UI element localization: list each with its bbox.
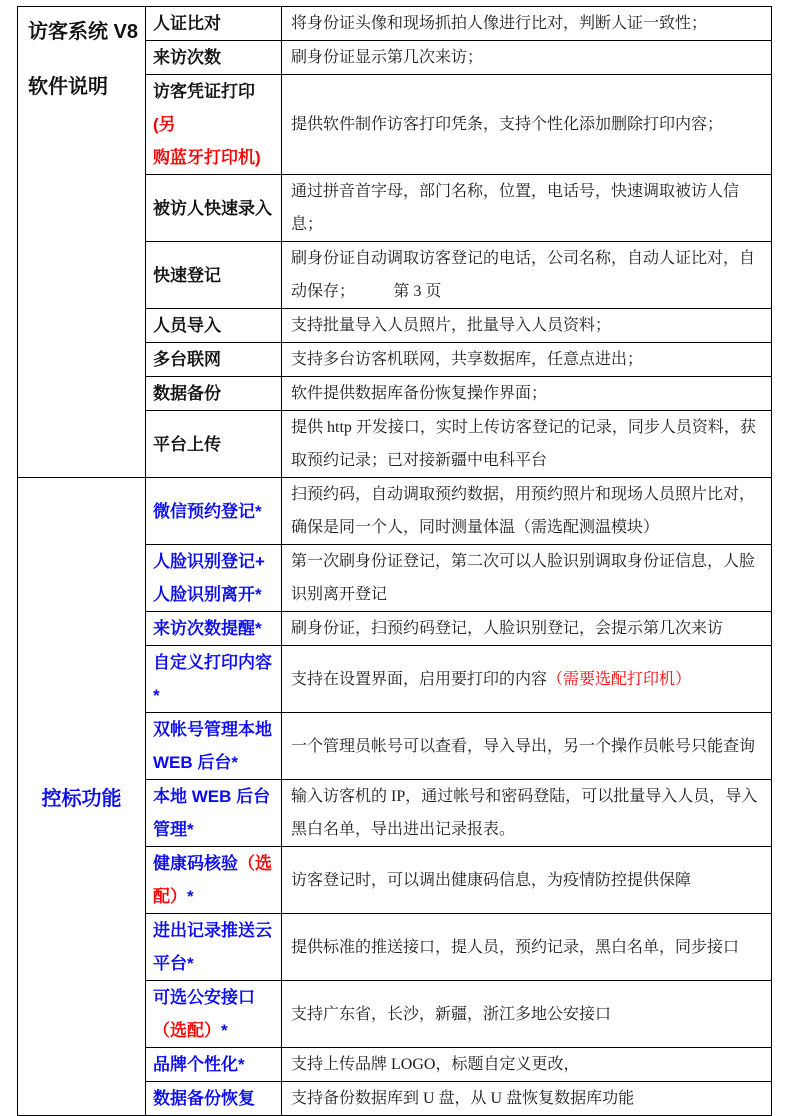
feature-name-text: 人员导入 xyxy=(153,316,221,335)
feature-name-cell xyxy=(146,847,282,913)
feature-desc xyxy=(291,411,763,477)
feature-desc xyxy=(291,931,763,964)
feature-name-cell xyxy=(146,175,282,241)
feature-name xyxy=(153,75,276,174)
feature-name-cell xyxy=(146,914,282,980)
feature-desc-cell xyxy=(282,914,771,980)
feature-desc-cell xyxy=(282,478,771,544)
feature-desc xyxy=(291,1048,763,1081)
feature-desc-text: 将身份证头像和现场抓拍人像进行比对，判断人证一致性； xyxy=(291,15,708,32)
feature-desc xyxy=(291,478,763,544)
table-row xyxy=(146,779,771,846)
feature-desc-cell xyxy=(282,713,771,779)
feature-name-cell xyxy=(146,377,282,410)
feature-name xyxy=(153,428,276,461)
feature-name-text: 人脸识别登记+ xyxy=(153,552,265,571)
feature-name-text: 本地 WEB 后台 xyxy=(153,787,271,806)
table-row xyxy=(146,1081,771,1115)
feature-name-text: * xyxy=(153,686,160,705)
feature-desc xyxy=(291,108,763,141)
feature-name-text: （选配） xyxy=(153,1021,221,1040)
table-row xyxy=(146,7,771,40)
feature-desc-cell xyxy=(282,847,771,913)
feature-name xyxy=(153,914,276,980)
feature-name-cell xyxy=(146,75,282,174)
feature-desc-text: 提供标准的推送接口，提人员，预约记录，黑白名单，同步接口 xyxy=(291,938,740,956)
feature-desc-text: 第一次刷身份证登记，第二次可以人脸识别调取身份证信息，人脸识别离开登记 xyxy=(291,553,756,603)
table-row xyxy=(146,410,771,477)
feature-desc-text: 提供软件制作访客打印凭条，支持个性化添加删除打印内容； xyxy=(291,116,724,133)
feature-name-text: (另 xyxy=(153,115,176,134)
section2-rows xyxy=(146,478,771,1115)
feature-name-text: 可选公安接口 xyxy=(153,988,255,1007)
feature-name-text: 访客凭证打印 xyxy=(153,82,255,101)
table-row xyxy=(146,846,771,913)
feature-desc xyxy=(291,612,763,645)
section2-title: 控标功能 xyxy=(41,788,122,810)
table-row xyxy=(146,712,771,779)
feature-desc xyxy=(291,7,763,40)
feature-name-cell xyxy=(146,309,282,342)
feature-name-cell xyxy=(146,545,282,611)
feature-name xyxy=(153,259,276,292)
feature-name-text: 快速登记 xyxy=(153,265,221,285)
feature-name-text: * xyxy=(187,887,194,906)
feature-name-cell xyxy=(146,478,282,544)
feature-desc-text: 第 3 页 xyxy=(393,283,442,300)
feature-name-text: 被访人快速录入 xyxy=(153,198,272,218)
feature-desc-text: 支持广东省，长沙，新疆，浙江多地公安接口 xyxy=(291,1005,612,1023)
feature-desc xyxy=(291,663,763,696)
feature-desc-cell xyxy=(282,780,771,846)
table-row xyxy=(146,308,771,342)
feature-desc-text: 输入访客机的 IP，通过帐号和密码登陆，可以批量导入人员，导入黑白名单，导出进出记录报表。 xyxy=(291,788,758,838)
feature-desc-text: 通过拼音首字母，部门名称，位置，电话号，快速调取被访人信息； xyxy=(291,183,740,233)
table-row xyxy=(146,611,771,645)
table-row xyxy=(146,1047,771,1081)
feature-desc-cell xyxy=(282,1048,771,1081)
feature-name-cell xyxy=(146,343,282,376)
feature-desc xyxy=(291,998,763,1031)
feature-name-text: 多台联网 xyxy=(153,350,221,369)
feature-name-text: 微信预约登记* xyxy=(153,501,262,521)
feature-desc-text: 刷身份证自动调取访客登记的电话，公司名称，自动人证比对，自动保存； xyxy=(291,250,756,300)
feature-name-cell xyxy=(146,242,282,308)
feature-name-cell xyxy=(146,1082,282,1115)
feature-name-text: 人证比对 xyxy=(153,14,221,33)
section1-header-cell xyxy=(18,7,146,477)
feature-name-cell xyxy=(146,780,282,846)
feature-desc xyxy=(291,1082,763,1115)
table-row xyxy=(146,174,771,241)
feature-name-text: 平台* xyxy=(153,954,194,973)
table-row xyxy=(146,478,771,544)
table-row xyxy=(146,544,771,611)
feature-name-text: 数据备份 xyxy=(153,384,221,403)
feature-name xyxy=(153,7,276,40)
feature-desc-text: 访客登记时，可以调出健康码信息，为疫情防控提供保障 xyxy=(291,871,692,889)
feature-desc xyxy=(291,343,763,376)
feature-name-cell xyxy=(146,7,282,40)
feature-name-text: 品牌个性化* xyxy=(153,1055,245,1074)
feature-desc-cell xyxy=(282,545,771,611)
feature-name xyxy=(153,612,276,645)
feature-desc-text: （需要选配打印机） xyxy=(547,670,692,688)
table-row xyxy=(146,74,771,174)
feature-name xyxy=(153,1048,276,1081)
feature-desc xyxy=(291,175,763,241)
feature-name-text: 双帐号管理本地 xyxy=(153,720,272,739)
feature-name-text: （选 xyxy=(238,854,272,873)
feature-name xyxy=(153,713,276,779)
section2-header-cell xyxy=(18,478,146,1115)
feature-name-text: 购蓝牙打印机) xyxy=(153,148,261,167)
feature-name-text: 自定义打印内容 xyxy=(153,653,272,672)
section1-rows xyxy=(146,7,771,477)
feature-desc-cell xyxy=(282,981,771,1047)
feature-desc-text: 一个管理员帐号可以查看，导入导出，另一个操作员帐号只能查询 xyxy=(291,737,756,755)
table-row xyxy=(146,376,771,410)
feature-desc-cell xyxy=(282,41,771,74)
feature-name-text: 数据备份恢复 xyxy=(153,1089,255,1108)
feature-desc-text: 刷身份证，扫预约码登记，人脸识别登记，会提示第几次来访 xyxy=(291,620,724,637)
feature-desc-cell xyxy=(282,612,771,645)
feature-name xyxy=(153,343,276,376)
feature-name xyxy=(153,1082,276,1115)
feature-name-text: 来访次数 xyxy=(153,48,221,67)
feature-name-text: 来访次数提醒* xyxy=(153,619,262,638)
feature-desc xyxy=(291,780,763,846)
feature-name xyxy=(153,545,276,611)
feature-name-cell xyxy=(146,1048,282,1081)
table-row xyxy=(146,241,771,308)
feature-name xyxy=(153,309,276,342)
feature-desc xyxy=(291,545,763,611)
table-row xyxy=(146,645,771,712)
section-control-features xyxy=(18,477,771,1115)
feature-name-text: 配） xyxy=(153,887,187,906)
feature-name xyxy=(153,495,276,528)
feature-desc xyxy=(291,41,763,74)
feature-desc xyxy=(291,309,763,342)
section-software-description xyxy=(18,7,771,477)
feature-desc xyxy=(291,377,763,410)
feature-name-text: * xyxy=(221,1021,228,1040)
feature-desc-text: 支持上传品牌 LOGO，标题自定义更改， xyxy=(291,1056,580,1073)
feature-name xyxy=(153,192,276,225)
feature-name-cell xyxy=(146,411,282,477)
feature-name-cell xyxy=(146,646,282,712)
feature-name-cell xyxy=(146,713,282,779)
feature-desc xyxy=(291,864,763,897)
feature-desc-cell xyxy=(282,175,771,241)
feature-desc xyxy=(291,242,763,308)
feature-desc-text: 支持多台访客机联网，共享数据库，任意点进出； xyxy=(291,351,644,368)
product-title: 访客系统 V8 xyxy=(28,21,139,43)
feature-name xyxy=(153,981,276,1047)
feature-name-text: 进出记录推送云 xyxy=(153,921,272,940)
feature-desc-cell xyxy=(282,7,771,40)
software-spec-table xyxy=(17,6,772,1116)
feature-desc-cell xyxy=(282,411,771,477)
product-subtitle: 软件说明 xyxy=(28,76,108,98)
feature-desc-text: 支持批量导入人员照片，批量导入人员资料； xyxy=(291,317,612,334)
feature-name xyxy=(153,646,276,712)
feature-desc-cell xyxy=(282,646,771,712)
table-row xyxy=(146,342,771,376)
feature-name-cell xyxy=(146,981,282,1047)
feature-desc-text: 扫预约码，自动调取预约数据，用预约照片和现场人员照片比对，确保是同一个人，同时测量体温（需选配测温模块） xyxy=(291,486,756,536)
table-row xyxy=(146,40,771,74)
feature-desc-cell xyxy=(282,242,771,308)
feature-desc-cell xyxy=(282,75,771,174)
feature-desc-text: 提供 http 开发接口，实时上传访客登记的记录，同步人员资料，获取预约记录；已对接新疆中电科平台 xyxy=(291,419,756,469)
feature-desc-cell xyxy=(282,377,771,410)
feature-desc-text: 刷身份证显示第几次来访； xyxy=(291,49,484,66)
table-row xyxy=(146,980,771,1047)
feature-name xyxy=(153,41,276,74)
feature-name-text: 平台上传 xyxy=(153,434,221,454)
feature-name-text: 人脸识别离开* xyxy=(153,585,262,604)
feature-desc-cell xyxy=(282,309,771,342)
table-row xyxy=(146,913,771,980)
feature-name xyxy=(153,847,276,913)
feature-name-cell xyxy=(146,41,282,74)
feature-desc-text: 软件提供数据库备份恢复操作界面； xyxy=(291,385,548,402)
feature-name-text: WEB 后台* xyxy=(153,753,238,772)
feature-desc-text: 支持在设置界面，启用要打印的内容 xyxy=(291,670,548,688)
feature-name xyxy=(153,377,276,410)
feature-name-cell xyxy=(146,612,282,645)
feature-name-text: 管理* xyxy=(153,820,194,839)
feature-desc-text: 支持备份数据库到 U 盘，从 U 盘恢复数据库功能 xyxy=(291,1090,635,1107)
feature-desc xyxy=(291,730,763,763)
feature-name-text: 健康码核验 xyxy=(153,854,238,873)
feature-desc-cell xyxy=(282,343,771,376)
feature-desc-cell xyxy=(282,1082,771,1115)
feature-name xyxy=(153,780,276,846)
